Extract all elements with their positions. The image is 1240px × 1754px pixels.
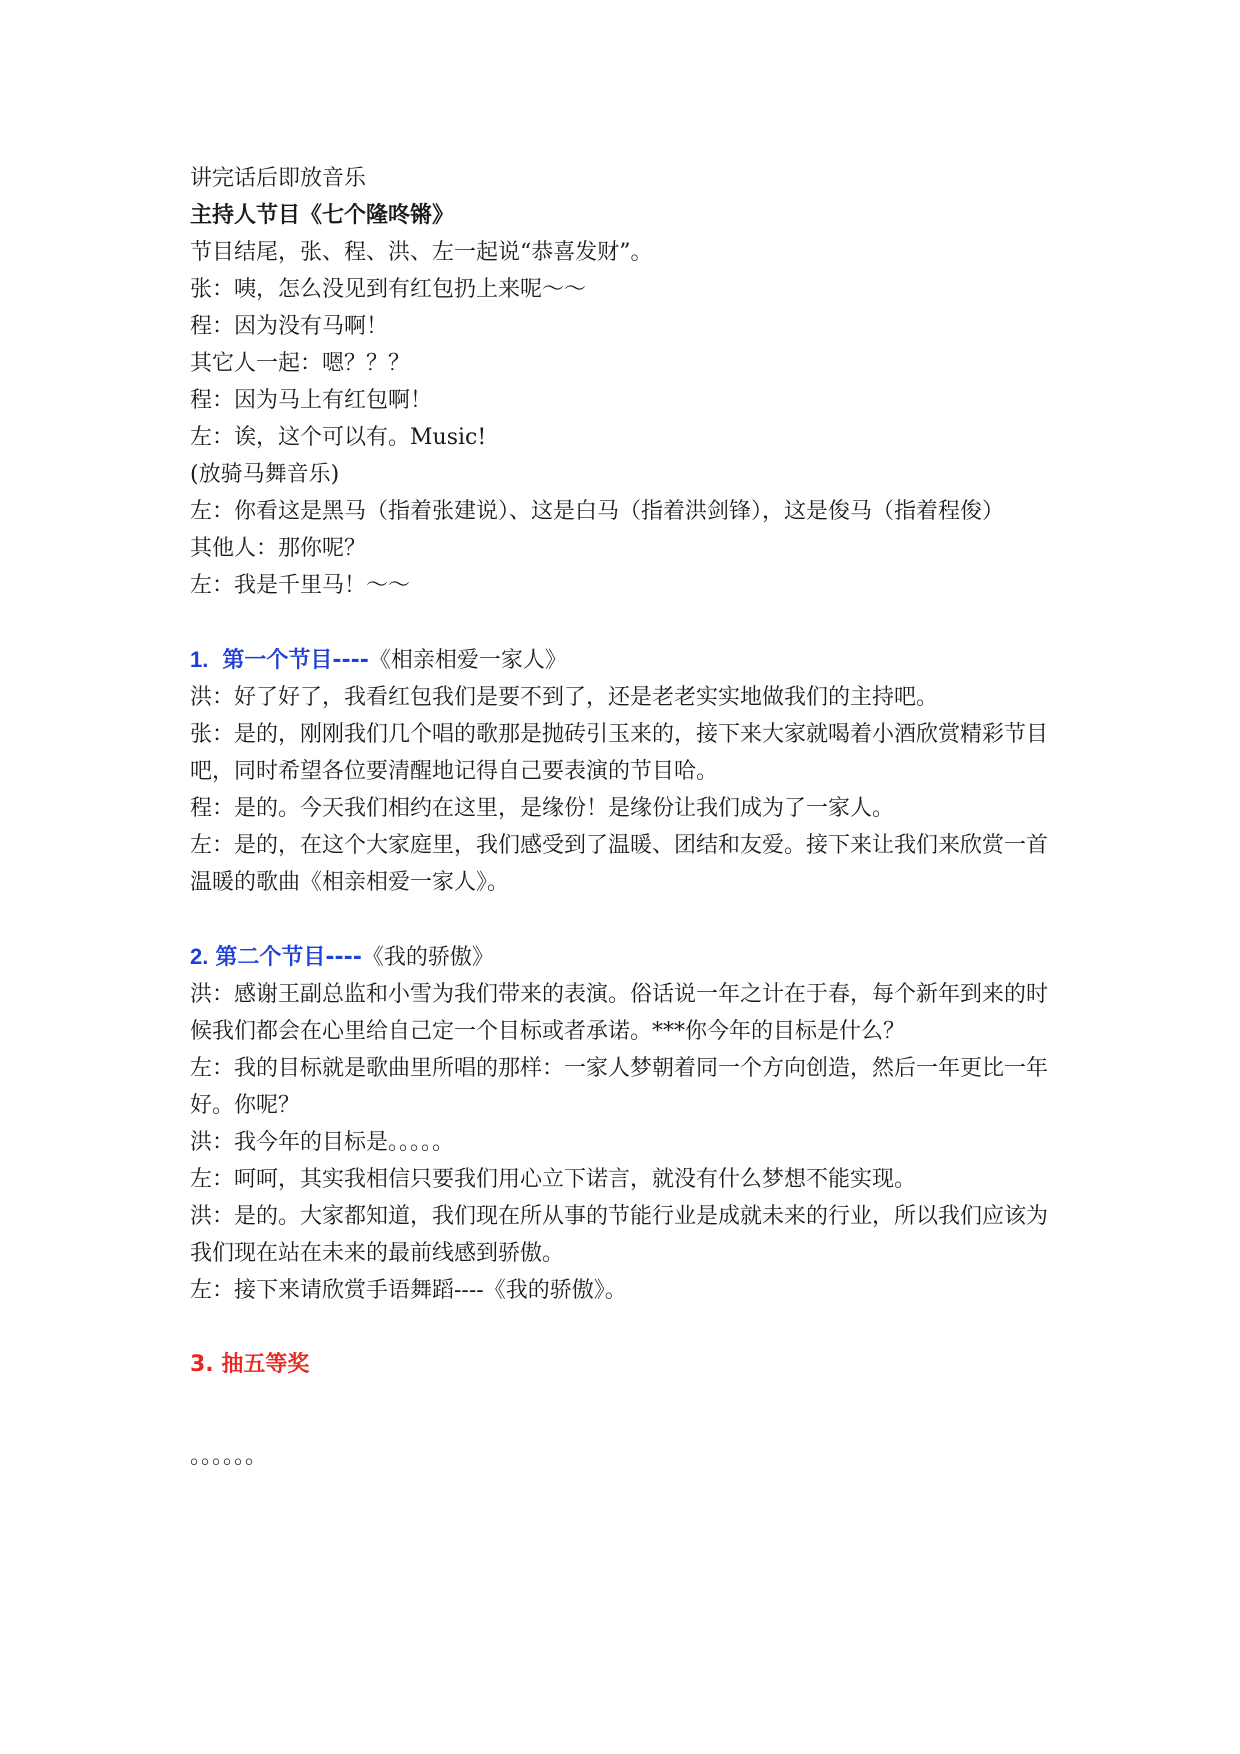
dialogue-line: 左：呵呵，其实我相信只要我们用心立下诺言，就没有什么梦想不能实现。 (190, 1167, 917, 1192)
intro-line: 讲完话后即放音乐 (190, 166, 367, 191)
dialogue-line: 程：是的。今天我们相约在这里，是缘份！是缘份让我们成为了一家人。 (190, 796, 895, 821)
dialogue-line: 其它人一起：嗯？？？ (190, 351, 411, 376)
section-number: 2. (190, 944, 209, 969)
dialogue-line: 洪：好了好了，我看红包我们是要不到了，还是老老实实地做我们的主持吧。 (190, 685, 939, 710)
spacer (190, 1383, 1060, 1420)
document-page (190, 160, 1060, 1475)
dialogue-line: 左：接下来请欣赏手语舞蹈----《我的骄傲》。 (190, 1278, 627, 1303)
intro-line: 节目结尾，张、程、洪、左一起说“恭喜发财”。 (190, 240, 653, 265)
section-title: 第一个节目---- (222, 648, 369, 673)
dialogue-line: 左：我是千里马！～～ (190, 573, 411, 598)
ellipsis-line: 。。。。。。 (190, 1444, 268, 1469)
dialogue-line: 张：是的，刚刚我们几个唱的歌那是抛砖引玉来的，接下来大家就喝着小酒欣赏精彩节目吧，同时希望各位要清醒地记得自己要表演的节目哈。 (190, 722, 1049, 784)
spacer (190, 1309, 1060, 1346)
section-number: 1. (190, 647, 209, 672)
dialogue-line: 左：是的，在这个大家庭里，我们感受到了温暖、团结和友爱。接下来让我们来欣赏一首温暖的歌曲《相亲相爱一家人》。 (190, 833, 1049, 895)
spacer (190, 901, 1060, 938)
program-name: 《相亲相爱一家人》 (368, 648, 567, 673)
section-title: 第二个节目---- (215, 945, 362, 970)
dialogue-line: 张：咦，怎么没见到有红包扔上来呢～～ (190, 277, 587, 302)
dialogue-line: 洪：是的。大家都知道，我们现在所从事的节能行业是成就未来的行业，所以我们应该为我们现在站在未来的最前线感到骄傲。 (190, 1204, 1049, 1266)
dialogue-line: 其他人：那你呢？ (190, 536, 367, 561)
dialogue-line: 左：你看这是黑马（指着张建说）、这是白马（指着洪剑锋），这是俊马（指着程俊） (190, 499, 1005, 524)
dialogue-line: 左：诶，这个可以有。Music! (190, 425, 487, 450)
section-3-heading: 3. 抽五等奖 (190, 1352, 310, 1377)
dialogue-line: 洪：感谢王副总监和小雪为我们带来的表演。俗话说一年之计在于春，每个新年到来的时候我们都会在心里给自己定一个目标或者承诺。***你今年的目标是什么？ (190, 982, 1049, 1044)
spacer (190, 604, 1060, 641)
section-1-heading (190, 641, 1060, 679)
program-name: 《我的骄傲》 (361, 945, 494, 970)
dialogue-line: 程：因为马上有红包啊！ (190, 388, 433, 413)
section-2-heading (190, 938, 1060, 976)
dialogue-line: 左：我的目标就是歌曲里所唱的那样：一家人梦朝着同一个方向创造，然后一年更比一年好。你呢？ (190, 1056, 1049, 1118)
host-program-title: 主持人节目《七个隆咚锵》 (190, 203, 455, 228)
dialogue-line: 洪：我今年的目标是。。。。。 (190, 1130, 455, 1155)
dialogue-line: 程：因为没有马啊！ (190, 314, 389, 339)
spacer (190, 1420, 1060, 1438)
stage-direction: (放骑马舞音乐) (190, 462, 340, 487)
